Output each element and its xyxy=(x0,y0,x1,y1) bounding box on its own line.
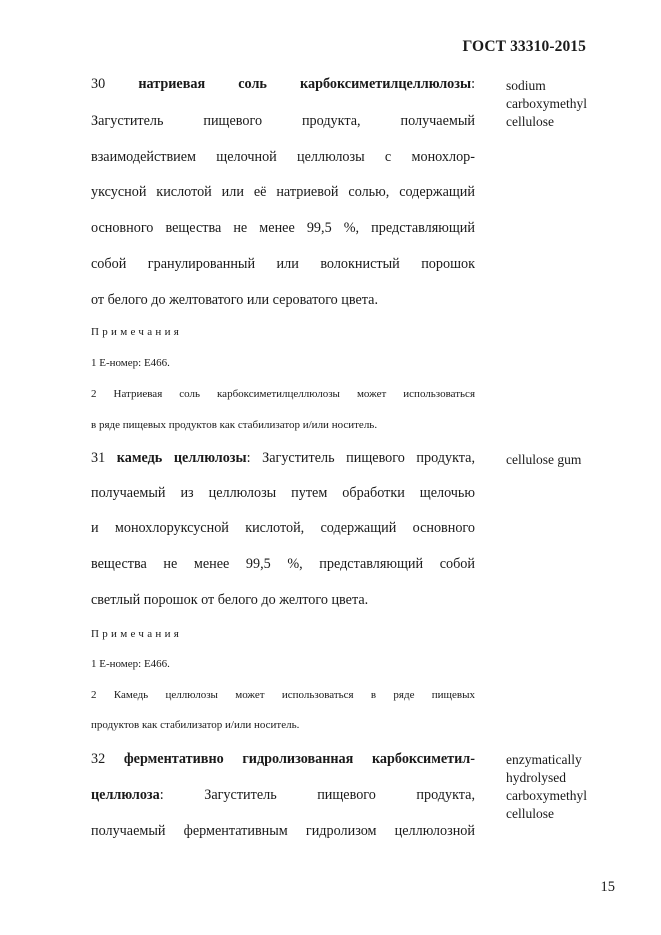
term-32-english-line-2: hydrolysed xyxy=(506,770,566,785)
standard-header: ГОСТ 33310-2015 xyxy=(462,38,586,55)
term-31-heading-rest: : Загуститель пищевого продукта, xyxy=(246,450,476,466)
term-31-english xyxy=(506,451,616,469)
term-30-note-2-line-2: в ряде пищевых продуктов как стабилизатор и/или носитель. xyxy=(91,419,378,431)
term-31-def-line-4: светлый порошок от белого до желтого цвета. xyxy=(91,592,369,608)
term-32-heading xyxy=(91,751,475,768)
term-30-english xyxy=(506,77,616,131)
term-31-name: камедь целлюлозы xyxy=(116,450,247,466)
term-31-def-line-3: вещества не менее 99,5 %, представляющий собой xyxy=(91,556,475,572)
term-30-def-line-4: основного вещества не менее 99,5 %, представляющий xyxy=(91,220,475,236)
term-32-english xyxy=(506,751,616,823)
term-32-english-line-1: enzymatically xyxy=(506,752,582,767)
term-30-english-line-2: carboxymethyl xyxy=(506,96,587,111)
term-30-def-line-3: уксусной кислотой или её натриевой солью, содержащий xyxy=(91,184,475,200)
term-32-heading-line-2 xyxy=(91,787,475,804)
term-30-heading xyxy=(91,76,475,93)
term-32-number: 32 xyxy=(91,751,106,767)
term-31-note-1: 1 Е-номер: Е466. xyxy=(91,658,170,670)
term-30-colon: : xyxy=(471,76,476,92)
term-30-note-1: 1 Е-номер: Е466. xyxy=(91,357,170,369)
term-31-english-line-1: cellulose gum xyxy=(506,452,582,467)
term-32-name-line-1: ферментативно гидролизованная карбоксиметил- xyxy=(123,751,475,767)
term-31-def-line-1: получаемый из целлюлозы путем обработки щелочью xyxy=(91,485,475,501)
term-30-english-line-3: cellulose xyxy=(506,114,554,129)
term-30-notes-title: Примечания xyxy=(91,326,183,338)
term-30-def-line-6: от белого до желтоватого или сероватого цвета. xyxy=(91,292,379,308)
term-30-def-line-1: Загуститель пищевого продукта, получаемый xyxy=(91,113,475,129)
term-32-english-line-3: carboxymethyl xyxy=(506,788,587,803)
term-32-english-line-4: cellulose xyxy=(506,806,554,821)
term-30-def-line-5: собой гранулированный или волокнистый порошок xyxy=(91,256,475,272)
term-30-note-2-line-1: 2 Натриевая соль карбоксиметилцеллюлозы может использоваться xyxy=(91,388,475,400)
term-30-name: натриевая соль карбоксиметилцеллюлозы xyxy=(138,76,472,92)
term-31-notes-title: Примечания xyxy=(91,628,183,640)
term-31-def-line-2: и монохлоруксусной кислотой, содержащий основного xyxy=(91,520,475,536)
term-32-def-line-1: получаемый ферментативным гидролизом целлюлозной xyxy=(91,823,475,839)
term-30-def-line-2: взаимодействием щелочной целлюлозы с монохлор- xyxy=(91,149,475,165)
term-31-note-2-line-1: 2 Камедь целлюлозы может использоваться в ряде пищевых xyxy=(91,689,475,701)
term-31-note-2-line-2: продуктов как стабилизатор и/или носитель. xyxy=(91,719,300,731)
term-30-number: 30 xyxy=(91,76,106,92)
term-31-number: 31 xyxy=(91,450,106,466)
term-30-english-line-1: sodium xyxy=(506,78,546,93)
term-32-name-line-2: целлюлоза xyxy=(91,787,160,803)
page-number: 15 xyxy=(600,879,615,895)
term-32-heading-rest: : Загуститель пищевого продукта, xyxy=(159,787,475,803)
term-31-heading xyxy=(91,450,475,467)
